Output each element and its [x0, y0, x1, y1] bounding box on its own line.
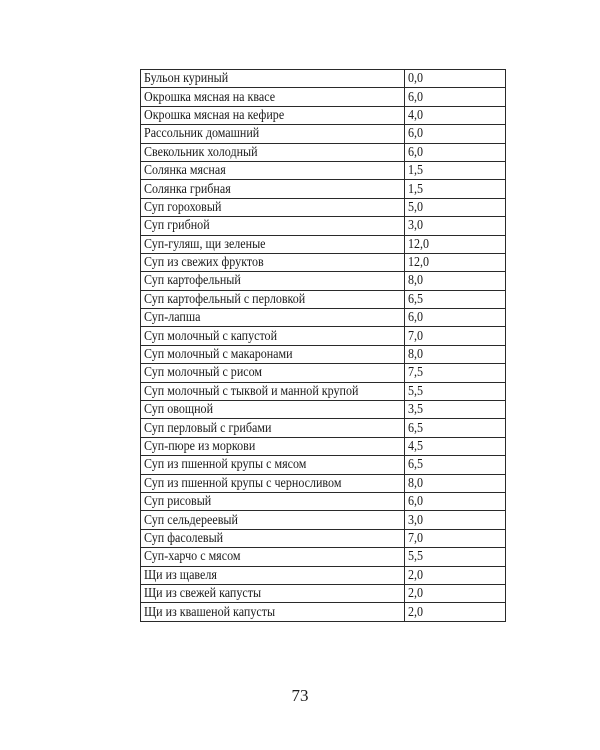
dish-name-cell	[141, 198, 405, 216]
dish-value-cell	[405, 456, 506, 474]
table-row	[141, 382, 506, 400]
dish-name-cell	[141, 272, 405, 290]
dish-value: 6,0	[408, 89, 424, 105]
dish-value-cell	[405, 70, 506, 88]
table-row	[141, 143, 506, 161]
dish-value: 0,0	[408, 71, 424, 87]
dish-name-cell	[141, 309, 405, 327]
dish-value: 8,0	[408, 475, 424, 491]
dish-name: Суп грибной	[144, 218, 210, 234]
dish-name: Суп молочный с рисом	[144, 365, 263, 381]
table-row	[141, 566, 506, 584]
dish-value: 12,0	[408, 236, 430, 252]
table-row	[141, 125, 506, 143]
dish-name: Окрошка мясная на кефире	[144, 107, 285, 123]
dish-value: 3,0	[408, 218, 424, 234]
dish-name: Свекольник холодный	[144, 144, 258, 160]
dish-value-cell	[405, 309, 506, 327]
dish-name: Суп молочный с капустой	[144, 328, 278, 344]
dish-value-cell	[405, 474, 506, 492]
dish-value: 2,0	[408, 586, 424, 602]
dish-name-cell	[141, 88, 405, 106]
dish-name: Суп перловый с грибами	[144, 420, 272, 436]
dish-value: 12,0	[408, 255, 430, 271]
dish-name-cell	[141, 235, 405, 253]
table-row	[141, 327, 506, 345]
dish-name-cell	[141, 143, 405, 161]
dish-value: 7,0	[408, 530, 424, 546]
dish-value: 5,0	[408, 199, 424, 215]
dish-name-cell	[141, 125, 405, 143]
table-row	[141, 180, 506, 198]
dish-value-cell	[405, 125, 506, 143]
table-row	[141, 492, 506, 510]
dish-value: 2,0	[408, 604, 424, 620]
table-row	[141, 511, 506, 529]
dish-value: 3,5	[408, 402, 424, 418]
dish-name: Суп-лапша	[144, 310, 201, 326]
table-row	[141, 364, 506, 382]
dish-name: Солянка мясная	[144, 163, 226, 179]
dish-name: Суп молочный с макаронами	[144, 347, 293, 363]
table-row	[141, 603, 506, 621]
dish-value-cell	[405, 603, 506, 621]
dish-name: Суп гороховый	[144, 199, 222, 215]
dish-name-cell	[141, 456, 405, 474]
dish-value-cell	[405, 548, 506, 566]
dish-value: 6,0	[408, 494, 424, 510]
dish-name-cell	[141, 419, 405, 437]
table-row	[141, 529, 506, 547]
dish-name: Бульон куриный	[144, 71, 229, 87]
dish-name: Суп-харчо с мясом	[144, 549, 241, 565]
table-row	[141, 419, 506, 437]
dish-name-cell	[141, 382, 405, 400]
dish-name-cell	[141, 474, 405, 492]
table-row	[141, 198, 506, 216]
table-row	[141, 548, 506, 566]
dish-name: Солянка грибная	[144, 181, 231, 197]
dish-name: Суп овощной	[144, 402, 214, 418]
table-row	[141, 345, 506, 363]
table-row	[141, 584, 506, 602]
dish-value-cell	[405, 492, 506, 510]
dish-name-cell	[141, 584, 405, 602]
dish-name-cell	[141, 106, 405, 124]
table-row	[141, 272, 506, 290]
dish-value-cell	[405, 382, 506, 400]
dish-value: 7,0	[408, 328, 424, 344]
dish-value-cell	[405, 253, 506, 271]
dish-name-cell	[141, 401, 405, 419]
dish-name-cell	[141, 437, 405, 455]
page-number: 73	[291, 686, 309, 705]
dish-value-cell	[405, 327, 506, 345]
dish-name: Суп из свежих фруктов	[144, 255, 264, 271]
dish-name: Суп-пюре из моркови	[144, 439, 256, 454]
dish-value: 6,5	[408, 291, 424, 307]
dish-value: 6,5	[408, 457, 424, 473]
dish-value-cell	[405, 272, 506, 290]
dish-value-cell	[405, 345, 506, 363]
dish-value-cell	[405, 364, 506, 382]
dish-name-cell	[141, 217, 405, 235]
dish-name: Суп рисовый	[144, 494, 212, 510]
dish-name: Суп фасолевый	[144, 530, 224, 546]
table-row	[141, 235, 506, 253]
table-row	[141, 437, 506, 455]
dish-value: 6,5	[408, 420, 424, 436]
table-row	[141, 456, 506, 474]
dish-value-cell	[405, 401, 506, 419]
dish-name-cell	[141, 492, 405, 510]
table-row	[141, 106, 506, 124]
soup-table-body	[141, 70, 506, 622]
dish-value-cell	[405, 217, 506, 235]
dish-name: Суп картофельный с перловкой	[144, 291, 306, 307]
dish-value-cell	[405, 290, 506, 308]
dish-name: Щи из щавеля	[144, 567, 217, 583]
dish-name-cell	[141, 529, 405, 547]
dish-name: Суп сельдереевый	[144, 512, 238, 528]
dish-value: 3,0	[408, 512, 424, 528]
dish-value-cell	[405, 529, 506, 547]
table-row	[141, 290, 506, 308]
dish-value: 7,5	[408, 365, 424, 381]
dish-value: 5,5	[408, 383, 424, 399]
dish-value: 6,0	[408, 310, 424, 326]
dish-name-cell	[141, 566, 405, 584]
table-row	[141, 88, 506, 106]
dish-name: Щи из квашеной капусты	[144, 604, 276, 620]
dish-value: 8,0	[408, 347, 424, 363]
dish-name-cell	[141, 364, 405, 382]
table-row	[141, 253, 506, 271]
dish-value-cell	[405, 180, 506, 198]
table-row	[141, 474, 506, 492]
dish-name: Суп-гуляш, щи зеленые	[144, 236, 266, 252]
dish-name-cell	[141, 511, 405, 529]
soup-table	[140, 69, 506, 622]
dish-value: 6,0	[408, 126, 424, 142]
dish-name: Щи из свежей капусты	[144, 586, 262, 602]
dish-name-cell	[141, 161, 405, 179]
dish-value-cell	[405, 88, 506, 106]
dish-value-cell	[405, 143, 506, 161]
dish-name: Суп из пшенной крупы с черносливом	[144, 475, 342, 491]
dish-value-cell	[405, 419, 506, 437]
dish-name-cell	[141, 327, 405, 345]
dish-value: 1,5	[408, 163, 424, 179]
dish-value-cell	[405, 437, 506, 455]
dish-name: Суп из пшенной крупы с мясом	[144, 457, 307, 473]
table-row	[141, 309, 506, 327]
dish-value-cell	[405, 161, 506, 179]
table-row	[141, 217, 506, 235]
table-row	[141, 401, 506, 419]
dish-name: Рассольник домашний	[144, 126, 260, 142]
dish-value-cell	[405, 584, 506, 602]
dish-name-cell	[141, 253, 405, 271]
dish-name-cell	[141, 70, 405, 88]
dish-name-cell	[141, 548, 405, 566]
dish-name-cell	[141, 180, 405, 198]
dish-value-cell	[405, 511, 506, 529]
dish-value-cell	[405, 566, 506, 584]
dish-name-cell	[141, 290, 405, 308]
dish-value-cell	[405, 235, 506, 253]
dish-name: Суп картофельный	[144, 273, 241, 289]
dish-value: 8,0	[408, 273, 424, 289]
dish-value: 1,5	[408, 181, 424, 197]
dish-name: Окрошка мясная на квасе	[144, 89, 276, 105]
dish-value-cell	[405, 106, 506, 124]
table-row	[141, 70, 506, 88]
dish-value: 6,0	[408, 144, 424, 160]
dish-value: 4,5	[408, 439, 424, 454]
dish-value-cell	[405, 198, 506, 216]
dish-value: 4,0	[408, 107, 424, 123]
dish-value: 2,0	[408, 567, 424, 583]
dish-value: 5,5	[408, 549, 424, 565]
table-row	[141, 161, 506, 179]
dish-name-cell	[141, 345, 405, 363]
dish-name-cell	[141, 603, 405, 621]
dish-name: Суп молочный с тыквой и манной крупой	[144, 383, 359, 399]
